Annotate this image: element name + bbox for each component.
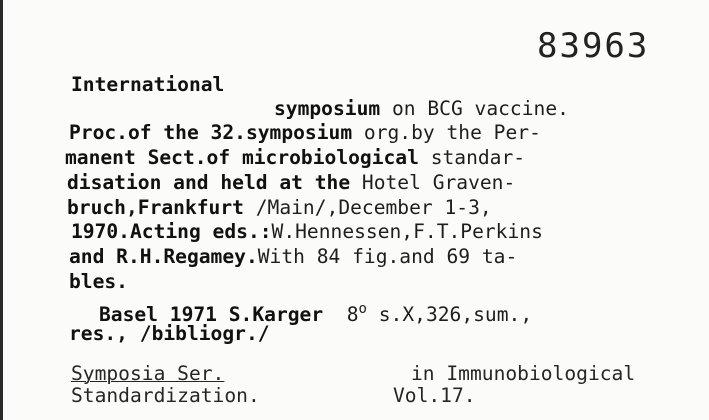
format: 8 (346, 303, 359, 326)
card-heading: International (71, 73, 225, 96)
title-line-7: and R.H.Regamey.With 84 fig.and 69 ta- (69, 245, 518, 268)
title-line-2: Proc.of the 32.symposium org.by the Per- (69, 121, 541, 144)
title-line-4: disation and held at the Hotel Graven- (67, 171, 516, 194)
series-right-2: Vol.17. (393, 384, 476, 407)
title-line-6: 1970.Acting eds.:W.Hennessen,F.T.Perkins (71, 220, 543, 243)
series-left-1: Symposia Ser. (71, 362, 225, 385)
collation-continued: res., /bibliogr./ (69, 322, 270, 345)
title-line-3: manent Sect.of microbiological standar- (65, 146, 526, 169)
title-line-5: bruch,Frankfurt /Main/,December 1-3, (67, 196, 492, 219)
series-left-2: Standardization. (71, 384, 260, 407)
format-degree: o (358, 301, 367, 317)
title-line-8: bles. (69, 270, 128, 293)
series-right-1: in Immunobiological (411, 362, 636, 385)
place-publisher: Basel 1971 S.Karger (99, 303, 324, 326)
collation: s.X,326,sum., (378, 303, 533, 326)
accession-number: 83963 (537, 26, 650, 66)
title-line-1: symposium on BCG vaccine. (274, 97, 569, 120)
